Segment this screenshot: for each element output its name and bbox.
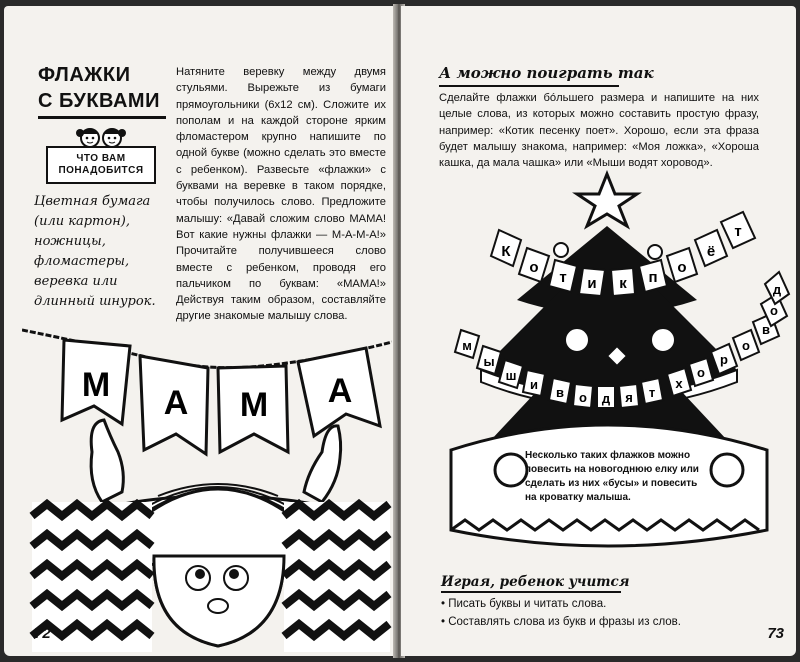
tree-top-letter-7: ё bbox=[706, 243, 716, 260]
materials-list: Цветная бумага (или картон), ножницы, фломастеры, веревка или длинный шнурок. bbox=[34, 194, 156, 309]
tree-top-letter-0: К bbox=[501, 243, 511, 260]
zigzag-sleeve-right bbox=[284, 502, 390, 652]
page-number-left: 72 bbox=[34, 625, 51, 642]
tree-bottom-letter-4: в bbox=[556, 385, 564, 400]
title-line-1: ФЛАЖКИ bbox=[38, 64, 131, 86]
tree-bottom-letter-3: и bbox=[530, 377, 538, 392]
section-subtitle: А можно поиграть так bbox=[439, 64, 654, 82]
flag-letter-3: М bbox=[239, 386, 269, 424]
tree-bottom-letter-1: ы bbox=[483, 354, 495, 369]
flag-1 bbox=[62, 340, 130, 424]
tree-bottom-letter-8: т bbox=[648, 385, 656, 400]
tree-top-letter-1: о bbox=[529, 259, 539, 276]
what-you-need-label bbox=[58, 153, 143, 177]
title-line-2: С БУКВАМИ bbox=[38, 90, 160, 112]
tree-top-letter-2: т bbox=[559, 269, 567, 286]
instructions-text: Натяните веревку между двумя стульями. Вырежьте из бумаги прямоугольники (6х12 см). Сложите их пополам и на каждой стороне ярким фломастером крупно напишите по одной букве (можно сделать это вместе с ребенком). Развесьте «флажки» с буквами на веревке в таком порядке, чтобы получилось слово. Предложите малышу: «Давай сложим слово МАМА! Вот какие нужны флажки — М-А-М-А!» Прочитайте получившееся слово вместе с ребенком, проводя его пальчиком по буквам: «МАМА!» Действуя таким образом, составляйте другие знакомые малышу слова. bbox=[176, 66, 386, 323]
need-line-2: ПОНАДОБИТСЯ bbox=[58, 165, 144, 176]
left-page bbox=[4, 6, 397, 656]
tree-bottom-letter-9: х bbox=[675, 376, 683, 391]
what-you-need-box bbox=[46, 146, 156, 184]
tree-top-letter-5: п bbox=[648, 269, 658, 286]
tree-bottom-letter-2: ш bbox=[505, 368, 517, 383]
page-title bbox=[38, 62, 168, 114]
tree-bottom-letter-10: о bbox=[697, 365, 705, 380]
tree-bottom-letter-7: я bbox=[625, 390, 633, 405]
flag-2 bbox=[140, 356, 208, 454]
title-rule bbox=[38, 116, 166, 119]
subtitle-rule bbox=[439, 85, 619, 87]
tree-bottom-letter-15: д bbox=[772, 282, 782, 297]
flag-letter-2: А bbox=[163, 384, 189, 422]
learning-list bbox=[441, 595, 771, 631]
tree-bottom-letter-13: в bbox=[762, 322, 770, 337]
tree-top-letter-6: о bbox=[677, 259, 687, 276]
learning-item: • Писать буквы и читать слова. bbox=[441, 595, 771, 613]
page-number-right: 73 bbox=[767, 625, 784, 642]
tree-top-letter-4: к bbox=[619, 275, 627, 292]
tree-bottom-letter-0: м bbox=[462, 338, 472, 353]
tree-bottom-letter-5: о bbox=[579, 390, 587, 405]
learning-item: • Составлять слова из букв и фразы из слов. bbox=[441, 613, 771, 631]
tree-bottom-letter-6: д bbox=[601, 391, 611, 406]
star-icon bbox=[577, 174, 637, 226]
flag-4 bbox=[298, 348, 380, 436]
right-page bbox=[401, 6, 796, 656]
tree-bottom-letter-12: о bbox=[742, 338, 750, 353]
flag-letter-4: А bbox=[327, 372, 353, 410]
tree-note: Несколько таких флажков можно повесить на новогоднюю елку или сделать из них «бусы» и повесить на кроватку малыша. bbox=[525, 450, 699, 503]
learning-rule bbox=[441, 591, 621, 593]
tree-bottom-letter-14: о bbox=[770, 303, 778, 318]
tree-top-letter-8: т bbox=[734, 223, 742, 240]
need-line-1: ЧТО ВАМ bbox=[76, 153, 126, 164]
flag-letter-1: М bbox=[81, 366, 111, 404]
variant-instructions-text: Сделайте флажки бóльшего размера и напишите на них целые слова, из которых можно составить простую фразу, например: «Котик песенку поет». Хорошо, если эта фраза будет малышу знакома, например: «Моя ложка», «Хороша кашка, да мала чашка» или «Мыши водят хоровод». bbox=[439, 92, 759, 170]
child-with-flags-illustration bbox=[22, 302, 392, 652]
tree-bottom-letter-11: р bbox=[720, 352, 728, 367]
flag-3 bbox=[218, 366, 288, 452]
learning-title: Играя, ребенок учится bbox=[441, 574, 630, 590]
tree-top-letter-3: и bbox=[587, 275, 597, 292]
